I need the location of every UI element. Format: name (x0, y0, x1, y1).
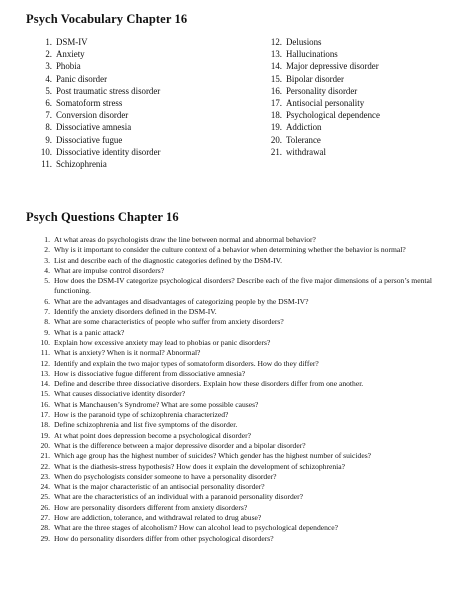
question-item-number: 13. (40, 368, 50, 378)
question-item (38, 317, 464, 327)
question-item-text: Identify the anxiety disorders defined in the DSM-IV. (54, 307, 217, 317)
question-item-number: 12. (40, 358, 50, 368)
question-item (38, 462, 464, 472)
vocab-item-number: 3. (45, 61, 52, 72)
vocab-item-number: 4. (45, 73, 52, 84)
question-item-text: How is the paranoid type of schizophrenia characterized? (54, 410, 229, 420)
questions-title: Psych Questions Chapter 16 (26, 210, 179, 224)
question-item-number: 17. (40, 410, 50, 420)
question-item-text: When do psychologists consider someone to have a personality disorder? (54, 471, 277, 481)
question-item (38, 297, 464, 307)
vocab-title: Psych Vocabulary Chapter 16 (26, 12, 188, 26)
vocab-item (270, 48, 380, 60)
question-item (38, 389, 464, 399)
question-item-number: 15. (40, 389, 50, 399)
question-item-number: 7. (44, 307, 50, 317)
vocab-item-text: Personality disorder (286, 85, 358, 96)
question-item-text: Why is it important to consider the culture context of a behavior when determining whether the behavior is normal? (54, 245, 406, 255)
question-item (38, 328, 464, 338)
vocab-item-text: Psychological dependence (286, 110, 380, 121)
question-item-number: 24. (40, 482, 50, 492)
question-item-text: At what areas do psychologists draw the line between normal and abnormal behavior? (54, 235, 316, 244)
vocab-item-number: 21. (270, 146, 282, 157)
vocab-item-number: 7. (45, 110, 52, 121)
question-item (38, 245, 464, 255)
vocab-item-number: 15. (270, 73, 282, 84)
question-item-number: 6. (44, 296, 50, 306)
vocab-item-text: Conversion disorder (56, 110, 129, 121)
question-item (38, 482, 464, 492)
vocab-item (270, 109, 380, 121)
vocab-item-text: Antisocial personality (286, 98, 365, 109)
question-item-number: 28. (40, 523, 50, 533)
vocab-item (40, 48, 161, 60)
vocab-item-number: 19. (270, 122, 282, 133)
vocab-item-text: withdrawal (286, 146, 326, 157)
vocab-item-number: 16. (270, 85, 282, 96)
vocab-item (270, 146, 380, 158)
vocab-item-text: Delusions (286, 37, 322, 47)
vocab-item (40, 36, 161, 48)
vocab-item-number: 13. (270, 49, 282, 60)
question-item (38, 410, 464, 420)
question-item (38, 503, 464, 513)
question-item-number: 20. (40, 440, 50, 450)
question-item-text: How are personality disorders different from anxiety disorders? (54, 502, 248, 512)
question-item (38, 235, 464, 245)
question-item (38, 369, 464, 379)
question-item (38, 441, 464, 451)
question-item-text: At what point does depression become a psychological disorder? (54, 430, 251, 440)
question-item-number: 27. (40, 513, 50, 523)
vocab-item-text: Addiction (286, 122, 322, 133)
question-item-text: What is the diathesis-stress hypothesis? How does it explain the development of schizophrenia? (54, 461, 346, 471)
question-item (38, 431, 464, 441)
question-item-number: 18. (40, 420, 50, 430)
question-item-number: 8. (44, 317, 50, 327)
question-item (38, 513, 464, 523)
vocab-item-number: 17. (270, 98, 282, 109)
vocab-item (270, 97, 380, 109)
vocab-item-text: Dissociative fugue (56, 134, 123, 145)
question-item-number: 21. (40, 451, 50, 461)
question-item (38, 266, 464, 276)
vocab-item-text: Schizophrenia (56, 159, 107, 170)
vocab-item (40, 121, 161, 133)
question-item (38, 256, 464, 266)
vocab-item (40, 146, 161, 158)
question-item (38, 359, 464, 369)
question-item-number: 3. (44, 255, 50, 265)
vocab-item (40, 134, 161, 146)
question-item (38, 534, 464, 544)
vocab-item-text: Panic disorder (56, 73, 108, 84)
question-item-text: What is a panic attack? (54, 327, 125, 337)
vocab-item-number: 5. (45, 85, 52, 96)
vocab-item-number: 18. (270, 110, 282, 121)
question-item (38, 379, 464, 389)
vocab-item-number: 20. (270, 134, 282, 145)
vocab-item-text: Bipolar disorder (286, 73, 344, 84)
question-item-text: Which age group has the highest number of suicides? Which gender has the highest number of suicides? (54, 451, 372, 461)
vocab-item-text: Dissociative amnesia (56, 122, 132, 133)
question-item-number: 26. (40, 502, 50, 512)
question-item-number: 10. (40, 337, 50, 347)
question-item (38, 307, 464, 317)
question-item-text: How are addiction, tolerance, and withdrawal related to drug abuse? (54, 513, 262, 523)
question-item (38, 338, 464, 348)
vocab-item-text: Hallucinations (286, 49, 338, 60)
question-item (38, 276, 464, 297)
question-item-text: Define schizophrenia and list five symptoms of the disorder. (54, 420, 238, 430)
vocab-item (270, 60, 380, 72)
question-item-text: What causes dissociative identity disorder? (54, 389, 186, 399)
vocab-item (270, 134, 380, 146)
question-item (38, 400, 464, 410)
question-item (38, 348, 464, 358)
question-item-number: 23. (40, 471, 50, 481)
question-item-text: How does the DSM-IV categorize psychological disorders? Describe each of the five major dimensions of a person’s mental functioning. (54, 276, 432, 296)
vocab-list-left (40, 36, 161, 170)
question-item-text: Define and describe three dissociative disorders. Explain how these disorders differ from one another. (54, 379, 364, 389)
vocab-list-right (270, 36, 380, 158)
vocab-item (40, 97, 161, 109)
vocab-item-number: 8. (45, 122, 52, 133)
question-item-text: Explain how excessive anxiety may lead to phobias or panic disorders? (54, 337, 271, 347)
question-item (38, 472, 464, 482)
question-item-number: 1. (44, 235, 50, 244)
vocab-item (40, 60, 161, 72)
vocab-item-number: 11. (41, 159, 52, 170)
question-item-text: List and describe each of the diagnostic categories defined by the DSM-IV. (54, 255, 283, 265)
vocab-item-number: 6. (45, 98, 52, 109)
vocab-item-number: 1. (45, 37, 52, 47)
vocab-item-text: Post traumatic stress disorder (56, 85, 161, 96)
question-item-number: 29. (40, 533, 50, 543)
question-item-text: How is dissociative fugue different from dissociative amnesia? (54, 368, 246, 378)
question-item-text: What are impulse control disorders? (54, 265, 165, 275)
question-item-text: What are some characteristics of people who suffer from anxiety disorders? (54, 317, 284, 327)
question-item-text: What is the difference between a major depressive disorder and a bipolar disorder? (54, 440, 306, 450)
vocab-item (40, 109, 161, 121)
vocab-item-text: Somatoform stress (56, 98, 123, 109)
question-item (38, 523, 464, 533)
question-item-text: Identify and explain the two major types of somatoform disorders. How do they differ? (54, 358, 319, 368)
question-item-number: 2. (44, 245, 50, 255)
vocab-item (270, 73, 380, 85)
question-item-number: 9. (44, 327, 50, 337)
vocab-item (270, 85, 380, 97)
vocab-item-number: 12. (270, 37, 282, 47)
question-item-text: What are the characteristics of an individual with a paranoid personality disorder? (54, 492, 304, 502)
question-item-text: What is the major characteristic of an antisocial personality disorder? (54, 482, 265, 492)
vocab-item-text: Anxiety (56, 49, 85, 60)
question-item (38, 492, 464, 502)
question-item-number: 11. (40, 348, 50, 358)
question-item-text: What are the three stages of alcoholism? How can alcohol lead to psychological dependence? (54, 523, 339, 533)
questions-list (38, 235, 464, 544)
question-item-text: What are the advantages and disadvantages of categorizing people by the DSM-IV? (54, 296, 309, 306)
vocab-item-text: Phobia (56, 61, 81, 72)
vocab-item (40, 85, 161, 97)
vocab-item-text: Major depressive disorder (286, 61, 379, 72)
question-item-number: 16. (40, 399, 50, 409)
question-item (38, 420, 464, 430)
vocab-item-text: Tolerance (286, 134, 321, 145)
question-item-number: 25. (40, 492, 50, 502)
vocab-item-number: 10. (40, 146, 52, 157)
vocab-item-number: 14. (270, 61, 282, 72)
vocab-item (40, 73, 161, 85)
vocab-item (270, 36, 380, 48)
vocab-item-number: 2. (45, 49, 52, 60)
question-item (38, 451, 464, 461)
question-item-number: 22. (40, 461, 50, 471)
question-item-number: 4. (44, 265, 50, 275)
vocab-item-text: Dissociative identity disorder (56, 146, 161, 157)
vocab-item-text: DSM-IV (56, 37, 88, 47)
vocab-item (40, 158, 161, 170)
question-item-number: 14. (40, 379, 50, 389)
vocab-item-number: 9. (45, 134, 52, 145)
question-item-text: How do personality disorders differ from other psychological disorders? (54, 533, 274, 543)
vocab-item (270, 121, 380, 133)
question-item-number: 5. (44, 276, 50, 286)
question-item-number: 19. (40, 430, 50, 440)
question-item-text: What is anxiety? When is it normal? Abnormal? (54, 348, 201, 358)
question-item-text: What is Manchausen’s Syndrome? What are some possible causes? (54, 399, 259, 409)
